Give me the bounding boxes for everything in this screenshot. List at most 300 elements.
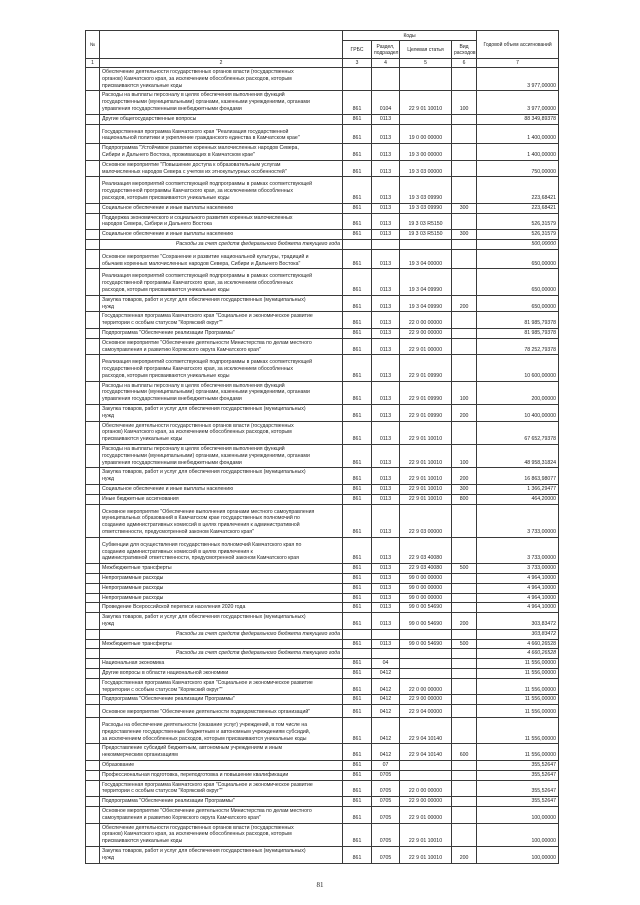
row-section: 0705 bbox=[372, 797, 400, 807]
row-grbs: 861 bbox=[343, 846, 372, 863]
row-amount: 4 964,10000 bbox=[477, 593, 559, 603]
row-grbs: 861 bbox=[343, 770, 372, 780]
row-expense-type bbox=[452, 806, 477, 823]
row-number-cell bbox=[86, 355, 100, 381]
row-target-article: 99 0 00 54690 bbox=[400, 613, 452, 630]
row-target-article: 22 9 01 10010 bbox=[400, 494, 452, 504]
row-amount: 11 556,00000 bbox=[477, 717, 559, 743]
row-amount: 1 400,00000 bbox=[477, 144, 559, 161]
row-expense-type: 500 bbox=[452, 639, 477, 649]
row-grbs: 861 bbox=[343, 485, 372, 495]
row-expense-type bbox=[452, 649, 477, 659]
row-section: 07 bbox=[372, 760, 400, 770]
table-row bbox=[86, 405, 559, 422]
header-expense-type: Вид расходов bbox=[452, 41, 477, 59]
row-section: 0113 bbox=[372, 564, 400, 574]
row-expense-type bbox=[452, 593, 477, 603]
row-grbs: 861 bbox=[343, 114, 372, 124]
row-number-cell bbox=[86, 405, 100, 422]
row-expense-type bbox=[452, 583, 477, 593]
row-expense-type bbox=[452, 770, 477, 780]
row-name: Расходы на выплаты персоналу в целях обеспечения выполнения функций государственными (муниципальными) органами, казенными учреждениями, органами управления государственными внебюджетными фондами bbox=[100, 381, 343, 404]
row-grbs: 861 bbox=[343, 203, 372, 213]
row-grbs: 861 bbox=[343, 338, 372, 355]
row-amount: 526,31579 bbox=[477, 230, 559, 240]
row-number-cell bbox=[86, 91, 100, 114]
row-amount: 78 252,79378 bbox=[477, 338, 559, 355]
column-number: 2 bbox=[100, 59, 343, 68]
row-number-cell bbox=[86, 421, 100, 444]
row-target-article: 22 9 00 00000 bbox=[400, 797, 452, 807]
row-target-article: 22 9 04 10140 bbox=[400, 744, 452, 761]
row-name: Основное мероприятие "Обеспечение деятельности подведомственных организаций" bbox=[100, 705, 343, 718]
row-number-cell bbox=[86, 770, 100, 780]
row-section: 0113 bbox=[372, 312, 400, 329]
row-name: Социальное обеспечение и иные выплаты населению bbox=[100, 485, 343, 495]
row-amount: 100,00000 bbox=[477, 823, 559, 846]
row-section: 0705 bbox=[372, 846, 400, 863]
row-amount: 100,00000 bbox=[477, 806, 559, 823]
header-annual-amount: Годовой объем ассигнований bbox=[477, 31, 559, 59]
row-name: Обеспечение деятельности государственных органов власти (государственных органов) Камчатского края, за исключением обособленных расходов, которым присваиваются уникальные коды bbox=[100, 68, 343, 91]
row-amount: 10 600,00000 bbox=[477, 355, 559, 381]
row-number-cell bbox=[86, 760, 100, 770]
row-grbs: 861 bbox=[343, 537, 372, 563]
row-amount: 750,00000 bbox=[477, 160, 559, 177]
row-name: Межбюджетные трансферты bbox=[100, 564, 343, 574]
row-grbs: 861 bbox=[343, 381, 372, 404]
row-name: Основное мероприятие "Обеспечение деятельности Министерства по делам местного самоуправления и развитию Корякского округа Камчатского края" bbox=[100, 338, 343, 355]
table-row bbox=[86, 780, 559, 797]
table-row bbox=[86, 338, 559, 355]
row-number-cell bbox=[86, 338, 100, 355]
row-grbs: 861 bbox=[343, 355, 372, 381]
row-target-article: 22 9 01 10010 bbox=[400, 445, 452, 468]
table-row bbox=[86, 639, 559, 649]
row-target-article: 22 9 01 00000 bbox=[400, 806, 452, 823]
row-name: Подпрограмма "Обеспечение реализации Программы" bbox=[100, 328, 343, 338]
row-section: 0113 bbox=[372, 328, 400, 338]
table-row bbox=[86, 603, 559, 613]
column-number: 3 bbox=[343, 59, 372, 68]
table-row bbox=[86, 445, 559, 468]
row-name: Обеспечение деятельности государственных органов власти (государственных органов) Камчатского края, за исключением обособленных расходов, которым присваиваются уникальные коды bbox=[100, 823, 343, 846]
row-grbs: 861 bbox=[343, 603, 372, 613]
row-amount: 650,00000 bbox=[477, 249, 559, 269]
row-grbs: 861 bbox=[343, 269, 372, 295]
row-target-article: 22 9 01 10010 bbox=[400, 846, 452, 863]
row-section: 0113 bbox=[372, 203, 400, 213]
row-expense-type: 500 bbox=[452, 564, 477, 574]
row-grbs: 861 bbox=[343, 583, 372, 593]
row-expense-type bbox=[452, 124, 477, 144]
row-amount: 4 660,26528 bbox=[477, 639, 559, 649]
row-amount: 10 400,00000 bbox=[477, 405, 559, 422]
row-target-article: 22 9 04 00000 bbox=[400, 705, 452, 718]
row-amount: 650,00000 bbox=[477, 269, 559, 295]
row-section: 0113 bbox=[372, 494, 400, 504]
row-name: Поддержка экономического и социального развития коренных малочисленных народов Севера, Сибири и Дальнего Востока bbox=[100, 213, 343, 230]
column-number: 7 bbox=[477, 59, 559, 68]
table-row bbox=[86, 91, 559, 114]
row-target-article: 19 3 03 R5150 bbox=[400, 230, 452, 240]
row-amount: 4 964,10000 bbox=[477, 603, 559, 613]
row-name: Национальная экономика bbox=[100, 659, 343, 669]
row-grbs: 861 bbox=[343, 213, 372, 230]
row-name: Государственная программа Камчатского края "Реализация государственной национальной политики и укрепление гражданского единства в Камчатском крае" bbox=[100, 124, 343, 144]
row-name: Реализация мероприятий соответствующей подпрограммы в рамках соответствующей государственной программы Камчатского края, за исключением обособленных расходов, которым присваиваются уникальные коды bbox=[100, 177, 343, 203]
row-number-cell bbox=[86, 485, 100, 495]
row-grbs: 861 bbox=[343, 564, 372, 574]
row-name: Другие вопросы в области национальной экономики bbox=[100, 668, 343, 678]
row-name: Субвенции для осуществления государственных полномочий Камчатского края по созданию административных комиссий в целях привлечения к административной ответственности, предусмотренной законом Камчатского края bbox=[100, 537, 343, 563]
row-grbs bbox=[343, 629, 372, 639]
row-section: 0113 bbox=[372, 504, 400, 537]
row-number-cell bbox=[86, 564, 100, 574]
header-number: № bbox=[86, 31, 100, 59]
row-expense-type bbox=[452, 678, 477, 695]
table-row bbox=[86, 203, 559, 213]
row-section: 0104 bbox=[372, 91, 400, 114]
row-target-article bbox=[400, 760, 452, 770]
table-header bbox=[86, 31, 559, 68]
row-expense-type bbox=[452, 780, 477, 797]
row-number-cell bbox=[86, 468, 100, 485]
row-name: Непрограммные расходы bbox=[100, 583, 343, 593]
table-row bbox=[86, 593, 559, 603]
table-row bbox=[86, 239, 559, 249]
row-target-article: 22 9 03 40080 bbox=[400, 537, 452, 563]
table-row bbox=[86, 249, 559, 269]
row-target-article bbox=[400, 649, 452, 659]
row-section: 0113 bbox=[372, 213, 400, 230]
row-name: Расходы на обеспечение деятельности (оказание услуг) учреждений, в том числе на предоставление государственным бюджетным и автономным учреждениям субсидий, за исключением обособленных расходов, которым присваиваются уникальные коды bbox=[100, 717, 343, 743]
row-target-article: 22 9 01 09990 bbox=[400, 405, 452, 422]
row-name: Расходы за счет средств федерального бюджета текущего года bbox=[100, 629, 343, 639]
row-expense-type bbox=[452, 213, 477, 230]
row-grbs: 861 bbox=[343, 230, 372, 240]
row-section: 0113 bbox=[372, 381, 400, 404]
row-section bbox=[372, 68, 400, 91]
table-row bbox=[86, 583, 559, 593]
row-amount: 3 733,00000 bbox=[477, 537, 559, 563]
row-grbs bbox=[343, 68, 372, 91]
row-expense-type bbox=[452, 504, 477, 537]
row-section: 0412 bbox=[372, 678, 400, 695]
row-name: Основное мероприятие "Повышение доступа к образовательным услугам малочисленных народов Севера с учетом их этнокультурных особенностей" bbox=[100, 160, 343, 177]
row-amount: 650,00000 bbox=[477, 295, 559, 312]
row-section: 0113 bbox=[372, 485, 400, 495]
row-section: 0113 bbox=[372, 639, 400, 649]
row-number-cell bbox=[86, 114, 100, 124]
row-amount: 355,52647 bbox=[477, 780, 559, 797]
row-number-cell bbox=[86, 797, 100, 807]
table-row bbox=[86, 846, 559, 863]
row-number-cell bbox=[86, 846, 100, 863]
row-expense-type bbox=[452, 695, 477, 705]
column-number: 5 bbox=[400, 59, 452, 68]
row-grbs: 861 bbox=[343, 91, 372, 114]
row-section: 0113 bbox=[372, 468, 400, 485]
row-number-cell bbox=[86, 269, 100, 295]
row-amount: 81 985,79378 bbox=[477, 328, 559, 338]
row-expense-type: 200 bbox=[452, 295, 477, 312]
row-name: Социальное обеспечение и иные выплаты населению bbox=[100, 203, 343, 213]
row-name: Реализация мероприятий соответствующей подпрограммы в рамках соответствующей государственной программы Камчатского края, за исключением обособленных расходов, которым присваиваются уникальные коды bbox=[100, 355, 343, 381]
row-target-article: 19 0 00 00000 bbox=[400, 124, 452, 144]
row-name: Проведение Всероссийской переписи населения 2020 года bbox=[100, 603, 343, 613]
table-row bbox=[86, 537, 559, 563]
row-amount: 303,83472 bbox=[477, 613, 559, 630]
row-amount: 3 733,00000 bbox=[477, 504, 559, 537]
row-grbs: 861 bbox=[343, 249, 372, 269]
row-amount: 4 660,26528 bbox=[477, 649, 559, 659]
row-target-article bbox=[400, 659, 452, 669]
row-section: 0113 bbox=[372, 613, 400, 630]
row-name: Подпрограмма "Обеспечение реализации Программы" bbox=[100, 695, 343, 705]
header-codes: Коды bbox=[343, 31, 477, 41]
row-expense-type bbox=[452, 797, 477, 807]
table-row bbox=[86, 213, 559, 230]
row-target-article: 22 9 03 40080 bbox=[400, 564, 452, 574]
row-expense-type bbox=[452, 177, 477, 203]
row-expense-type: 200 bbox=[452, 405, 477, 422]
row-section: 0412 bbox=[372, 695, 400, 705]
row-target-article: 22 9 01 10010 bbox=[400, 823, 452, 846]
row-section: 0705 bbox=[372, 780, 400, 797]
table-row bbox=[86, 770, 559, 780]
row-target-article: 99 0 00 00000 bbox=[400, 583, 452, 593]
table-row bbox=[86, 760, 559, 770]
row-target-article: 19 3 03 09990 bbox=[400, 203, 452, 213]
row-number-cell bbox=[86, 494, 100, 504]
table-row bbox=[86, 564, 559, 574]
row-amount: 526,31579 bbox=[477, 213, 559, 230]
table-row bbox=[86, 744, 559, 761]
row-number-cell bbox=[86, 68, 100, 91]
header-section: Раздел, подраздел bbox=[372, 41, 400, 59]
row-amount: 88 349,89378 bbox=[477, 114, 559, 124]
row-number-cell bbox=[86, 239, 100, 249]
row-expense-type: 300 bbox=[452, 485, 477, 495]
row-section: 0113 bbox=[372, 230, 400, 240]
row-amount: 1 366,29477 bbox=[477, 485, 559, 495]
row-section: 0113 bbox=[372, 177, 400, 203]
row-number-cell bbox=[86, 744, 100, 761]
row-number-cell bbox=[86, 381, 100, 404]
row-target-article: 22 0 00 00000 bbox=[400, 780, 452, 797]
table-body bbox=[86, 68, 559, 864]
row-expense-type bbox=[452, 338, 477, 355]
row-target-article: 22 9 00 00000 bbox=[400, 328, 452, 338]
row-name: Расходы на выплаты персоналу в целях обеспечения выполнения функций государственными (муниципальными) органами, казенными учреждениями, органами управления государственными внебюджетными фондами bbox=[100, 91, 343, 114]
table-row bbox=[86, 144, 559, 161]
row-section: 0113 bbox=[372, 603, 400, 613]
row-grbs: 861 bbox=[343, 695, 372, 705]
row-target-article: 99 0 00 54690 bbox=[400, 639, 452, 649]
table-row bbox=[86, 468, 559, 485]
row-target-article: 19 3 03 09990 bbox=[400, 177, 452, 203]
row-expense-type bbox=[452, 160, 477, 177]
table-row bbox=[86, 312, 559, 329]
table-row bbox=[86, 421, 559, 444]
row-amount: 303,83472 bbox=[477, 629, 559, 639]
row-target-article bbox=[400, 770, 452, 780]
row-name: Межбюджетные трансферты bbox=[100, 639, 343, 649]
row-amount: 100,00000 bbox=[477, 846, 559, 863]
header-row-numbers bbox=[86, 59, 559, 68]
row-amount: 3 977,00000 bbox=[477, 91, 559, 114]
row-name: Закупка товаров, работ и услуг для обеспечения государственных (муниципальных) нужд bbox=[100, 295, 343, 312]
row-number-cell bbox=[86, 312, 100, 329]
row-name: Обеспечение деятельности государственных органов власти (государственных органов) Камчатского края, за исключением обособленных расходов, которым присваиваются уникальные коды bbox=[100, 421, 343, 444]
row-section bbox=[372, 239, 400, 249]
row-target-article: 22 9 01 09990 bbox=[400, 355, 452, 381]
row-target-article bbox=[400, 668, 452, 678]
row-number-cell bbox=[86, 295, 100, 312]
row-section: 0412 bbox=[372, 717, 400, 743]
row-target-article: 99 0 00 00000 bbox=[400, 574, 452, 584]
row-expense-type: 200 bbox=[452, 468, 477, 485]
row-name: Расходы за счет средств федерального бюджета текущего года bbox=[100, 649, 343, 659]
row-target-article: 19 3 03 00000 bbox=[400, 160, 452, 177]
row-section: 0113 bbox=[372, 445, 400, 468]
row-number-cell bbox=[86, 668, 100, 678]
row-expense-type bbox=[452, 603, 477, 613]
row-number-cell bbox=[86, 593, 100, 603]
row-expense-type bbox=[452, 668, 477, 678]
table-row bbox=[86, 269, 559, 295]
row-number-cell bbox=[86, 574, 100, 584]
row-section: 0113 bbox=[372, 574, 400, 584]
row-name: Основное мероприятие "Обеспечение выполнения органами местного самоуправления муниципальных образований в Камчатском крае государственных полномочий по созданию административных комиссий в целях привлечения к административной ответственности, предусмотренной законом Камчатского края" bbox=[100, 504, 343, 537]
row-grbs: 861 bbox=[343, 312, 372, 329]
table-row bbox=[86, 797, 559, 807]
row-number-cell bbox=[86, 124, 100, 144]
row-number-cell bbox=[86, 695, 100, 705]
row-amount: 355,52647 bbox=[477, 770, 559, 780]
row-amount: 67 652,79378 bbox=[477, 421, 559, 444]
row-target-article: 22 9 00 00000 bbox=[400, 695, 452, 705]
row-grbs: 861 bbox=[343, 574, 372, 584]
row-expense-type: 100 bbox=[452, 445, 477, 468]
row-target-article: 22 9 01 10010 bbox=[400, 485, 452, 495]
row-section: 0113 bbox=[372, 114, 400, 124]
row-target-article: 19 3 04 09990 bbox=[400, 295, 452, 312]
row-name: Основное мероприятие "Обеспечение деятельности Министерства по делам местного самоуправления и развитию Корякского округа Камчатского края" bbox=[100, 806, 343, 823]
table-row bbox=[86, 295, 559, 312]
row-grbs: 861 bbox=[343, 445, 372, 468]
row-amount: 3 977,00000 bbox=[477, 68, 559, 91]
row-amount: 355,52647 bbox=[477, 760, 559, 770]
row-grbs: 861 bbox=[343, 760, 372, 770]
row-number-cell bbox=[86, 504, 100, 537]
table-row bbox=[86, 328, 559, 338]
row-number-cell bbox=[86, 537, 100, 563]
row-expense-type bbox=[452, 760, 477, 770]
row-expense-type bbox=[452, 239, 477, 249]
row-name: Государственная программа Камчатского края "Социальное и экономическое развитие территории с особым статусом "Корякский округ"" bbox=[100, 780, 343, 797]
table-row bbox=[86, 381, 559, 404]
row-section: 0113 bbox=[372, 295, 400, 312]
row-number-cell bbox=[86, 780, 100, 797]
row-amount: 11 556,00000 bbox=[477, 659, 559, 669]
header-target-article: Целевая статья bbox=[400, 41, 452, 59]
row-grbs: 861 bbox=[343, 177, 372, 203]
row-name: Социальное обеспечение и иные выплаты населению bbox=[100, 230, 343, 240]
row-target-article: 19 3 03 R5150 bbox=[400, 213, 452, 230]
row-grbs: 861 bbox=[343, 124, 372, 144]
table-row bbox=[86, 574, 559, 584]
row-name: Расходы за счет средств федерального бюджета текущего года bbox=[100, 239, 343, 249]
row-name: Основное мероприятие "Сохранение и развитие национальной культуры, традиций и обычаев коренных малочисленных народов Севера, Сибири и Дальнего Востока" bbox=[100, 249, 343, 269]
row-amount: 500,00000 bbox=[477, 239, 559, 249]
row-section: 0412 bbox=[372, 668, 400, 678]
row-section: 0705 bbox=[372, 806, 400, 823]
row-grbs: 861 bbox=[343, 717, 372, 743]
row-number-cell bbox=[86, 160, 100, 177]
row-amount: 4 964,10000 bbox=[477, 574, 559, 584]
row-grbs: 861 bbox=[343, 613, 372, 630]
table-row bbox=[86, 355, 559, 381]
row-expense-type bbox=[452, 68, 477, 91]
row-grbs: 861 bbox=[343, 144, 372, 161]
row-number-cell bbox=[86, 659, 100, 669]
row-section: 0412 bbox=[372, 705, 400, 718]
row-target-article: 19 3 00 00000 bbox=[400, 144, 452, 161]
row-section: 0412 bbox=[372, 744, 400, 761]
row-expense-type bbox=[452, 269, 477, 295]
row-amount: 11 556,00000 bbox=[477, 678, 559, 695]
row-number-cell bbox=[86, 639, 100, 649]
row-expense-type: 100 bbox=[452, 91, 477, 114]
row-section: 0113 bbox=[372, 421, 400, 444]
table-row bbox=[86, 668, 559, 678]
table-row bbox=[86, 114, 559, 124]
row-amount: 1 400,00000 bbox=[477, 124, 559, 144]
row-name: Непрограммные расходы bbox=[100, 593, 343, 603]
row-amount: 11 556,00000 bbox=[477, 705, 559, 718]
row-amount: 355,52647 bbox=[477, 797, 559, 807]
row-expense-type bbox=[452, 312, 477, 329]
row-expense-type bbox=[452, 705, 477, 718]
row-name: Реализация мероприятий соответствующей подпрограммы в рамках соответствующей государственной программы Камчатского края, за исключением обособленных расходов, которым присваиваются уникальные коды bbox=[100, 269, 343, 295]
row-section: 0113 bbox=[372, 124, 400, 144]
row-amount: 464,20000 bbox=[477, 494, 559, 504]
row-section: 0113 bbox=[372, 405, 400, 422]
row-expense-type bbox=[452, 114, 477, 124]
row-target-article bbox=[400, 239, 452, 249]
row-expense-type bbox=[452, 717, 477, 743]
row-section: 0113 bbox=[372, 338, 400, 355]
row-amount: 48 958,31824 bbox=[477, 445, 559, 468]
row-section: 0113 bbox=[372, 583, 400, 593]
row-number-cell bbox=[86, 649, 100, 659]
row-amount: 223,68421 bbox=[477, 177, 559, 203]
row-expense-type bbox=[452, 823, 477, 846]
row-target-article bbox=[400, 114, 452, 124]
row-section: 0705 bbox=[372, 823, 400, 846]
row-section: 0113 bbox=[372, 144, 400, 161]
row-name: Подпрограмма "Обеспечение реализации Программы" bbox=[100, 797, 343, 807]
table-row bbox=[86, 717, 559, 743]
row-number-cell bbox=[86, 823, 100, 846]
row-target-article: 22 9 01 09990 bbox=[400, 381, 452, 404]
table-row bbox=[86, 68, 559, 91]
row-grbs: 861 bbox=[343, 593, 372, 603]
table-row bbox=[86, 705, 559, 718]
table-row bbox=[86, 485, 559, 495]
